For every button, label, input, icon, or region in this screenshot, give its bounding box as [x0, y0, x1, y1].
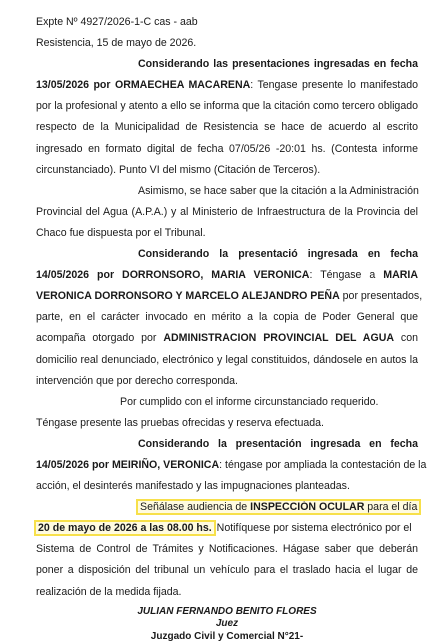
p6-line-1 — [36, 497, 418, 518]
p6-line-5: realización de la medida fijada. — [36, 585, 182, 598]
p3-line-3 — [36, 286, 423, 307]
p3-intro: Considerando la presentació ingresada en fecha — [138, 248, 418, 261]
p1-intro: Considerando las presentaciones ingresadas en fecha — [138, 58, 418, 71]
p6-line-2-rest: Notifíquese por sistema electrónico por el — [213, 522, 412, 535]
p1-line-2-rest: : Tengase presente lo manifestado — [250, 79, 419, 92]
signature-block — [36, 606, 418, 643]
p2-line-1: Asimismo, se hace saber que la citación a la Administración — [138, 184, 419, 197]
paragraph-inspeccion — [36, 497, 418, 602]
p4-line-2: Téngase presente las pruebas ofrecidas y reserva efectuada. — [36, 416, 324, 429]
paragraph-apa — [36, 181, 418, 244]
place-date: Resistencia, 15 de mayo de 2026. — [36, 37, 197, 50]
p3-line-2-rest: : Téngase a — [309, 269, 384, 282]
inspection-label: INSPECCIÓN OCULAR — [250, 501, 365, 514]
p3-party: 14/05/2026 por DORRONSORO, MARIA VERONICA — [36, 269, 310, 282]
p1-party: 13/05/2026 por ORMAECHEA MACARENA — [36, 79, 251, 92]
p3-name-start: MARIA — [383, 269, 419, 282]
p1-line-2 — [36, 75, 418, 96]
p5-intro: Considerando la presentación ingresada en fecha — [138, 437, 418, 450]
p6-line-1-pre: Señálase audiencia de — [140, 501, 251, 514]
p5-party: 14/05/2026 por MEIRIÑO, VERONICA — [36, 458, 220, 471]
p6-line-2 — [36, 518, 418, 539]
p2-line-2: Provincial del Agua (A.P.A.) y al Ministerio de Infraestructura de la Provincia del — [36, 205, 418, 218]
paragraph-dorronsoro — [36, 244, 423, 392]
p5-line-2 — [36, 455, 427, 476]
p1-line-3: por la profesional y atento a ello se informa que la citación como tercero obligado — [36, 100, 418, 113]
hearing-date-highlight: 20 de mayo de 2026 a las 08.00 hs. — [38, 522, 212, 535]
p3-line-5-rest: con — [394, 332, 418, 345]
p2-line-3: Chaco fue dispuesta por el Tribunal. — [36, 226, 206, 239]
paragraph-informe — [36, 392, 418, 434]
p3-line-5-pre: acompaña otorgado por — [36, 332, 164, 345]
p1-line-6: circunstanciado). Punto VI del mismo (Citación de Terceros). — [36, 163, 321, 176]
judge-name: JULIAN FERNANDO BENITO FLORES — [137, 605, 317, 617]
case-number: Expte Nº 4927/2026-1-C cas - aab — [36, 16, 198, 28]
p6-line-1-post: para el día — [364, 501, 418, 514]
hearing-highlight — [138, 501, 419, 513]
paragraph-ormaechea — [36, 54, 418, 181]
p6-line-4: poner a disposición del tribunal un vehículo para el traslado hacia el lugar de — [36, 564, 418, 577]
p1-line-5: ingresado en formato digital de fecha 07/05/26 -20:01 hs. (Contesta informe — [36, 142, 418, 155]
p3-line-3-rest: por presentados, — [339, 290, 423, 303]
court-name: Juzgado Civil y Comercial N°21- — [150, 630, 304, 642]
p4-line-1: Por cumplido con el informe circunstanciado requerido. — [120, 395, 379, 408]
judge-role: Juez — [215, 618, 239, 630]
p6-line-3: Sistema de Control de Trámites y Notificaciones. Hágase saber que deberán — [36, 543, 418, 556]
p3-line-2 — [36, 265, 418, 286]
p5-line-2-rest: : téngase por ampliada la contestación de la — [219, 458, 427, 471]
p1-line-4: respecto de la Municipalidad de Resistencia se hace de acuerdo al escrito — [36, 121, 418, 134]
paragraph-meirino — [36, 434, 427, 497]
p3-line-7: intervención que por derecho corresponda. — [36, 374, 239, 387]
p3-line-4: parte, en el carácter invocado en mérito a la copia de Poder General que — [36, 311, 418, 324]
p5-line-3: acción, el desinterés manifestado y las impugnaciones planteadas. — [36, 480, 350, 493]
p3-line-6: domicilio real denunciado, electrónico y legal constituidos, dándosele en autos la — [36, 353, 418, 366]
p3-agency: ADMINISTRACION PROVINCIAL DEL AGUA — [163, 332, 394, 345]
p3-line-5 — [36, 328, 418, 349]
p3-names: VERONICA DORRONSORO Y MARCELO ALEJANDRO PEÑA — [36, 290, 340, 303]
